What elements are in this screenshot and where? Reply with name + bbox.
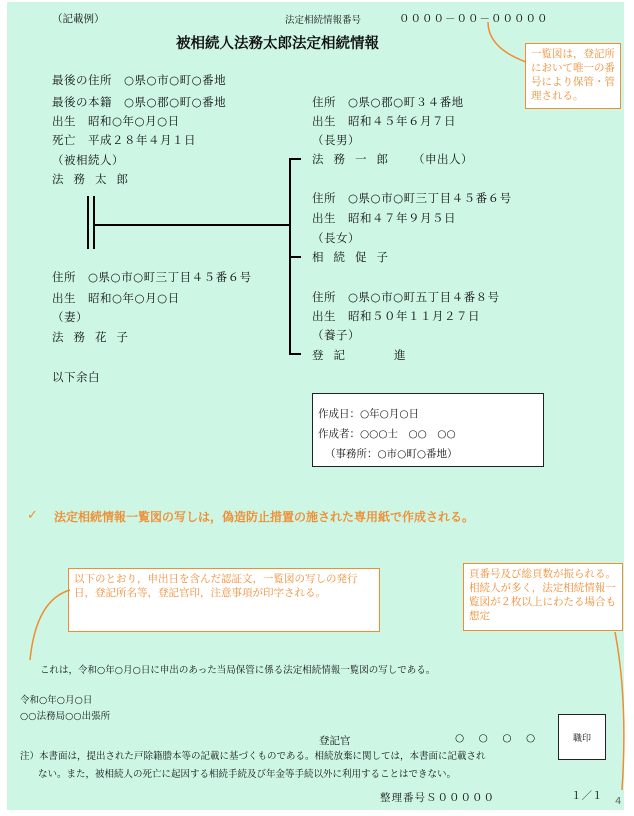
heir1-birth: 出生 昭和４５年６月７日 <box>312 114 456 128</box>
decedent-death: 死亡 平成２８年４月１日 <box>52 133 196 147</box>
heir2-birth: 出生 昭和４７年９月５日 <box>312 211 456 225</box>
heir3-address: 住所 ○県○市○町五丁目４番８号 <box>312 290 500 304</box>
spouse-birth: 出生 昭和○年○月○日 <box>52 291 180 305</box>
creator-office: （事務所：○市○町○番地） <box>325 448 458 460</box>
heir2-name: 相続促子 <box>312 250 398 264</box>
note-line-2: ない。また，被相続人の死亡に起因する相続手続及び年金等手続以外に利用することはできない。 <box>38 769 457 780</box>
callout-unique-number: 一覧図は，登記所において唯一の番号により保管・管理される。 <box>525 43 621 109</box>
heir2-relation: （長女） <box>312 231 360 245</box>
number-label: 法定相続情報番号 <box>285 15 362 26</box>
page-indicator: １／１ <box>571 790 603 802</box>
decedent-name: 法務太郎 <box>52 172 138 186</box>
official-seal-label: 職印 <box>572 733 591 744</box>
decedent-last-domicile: 最後の本籍 ○県○郡○町○番地 <box>52 95 227 109</box>
remainder-text: 以下余白 <box>52 370 100 384</box>
certification-statement: これは，令和○年○月○日に申出のあった当局保管に係る法定相続情報一覧図の写しである。 <box>40 665 436 676</box>
certification-office: ○○法務局○○出張所 <box>20 711 111 722</box>
callout-page-number: 頁番号及び総頁数が振られる。相続人が多く，法定相続情報一覧図が２枚以上にわたる場合も想定 <box>463 563 623 631</box>
creator-name: 作成者：○○○士 ○○ ○○ <box>318 428 456 440</box>
check-icon: ✓ <box>27 508 38 523</box>
certification-date: 令和○年○月○日 <box>20 695 93 706</box>
decedent-birth: 出生 昭和○年○月○日 <box>52 114 180 128</box>
heir1-applicant-note: （申出人） <box>413 152 473 166</box>
decedent-last-address: 最後の住所 ○県○市○町○番地 <box>52 73 227 87</box>
decedent-relation: （被相続人） <box>52 153 124 167</box>
spouse-address: 住所 ○県○市○町三丁目４５番６号 <box>52 270 252 284</box>
slide-number: 4 <box>615 796 622 807</box>
heir1-name: 法務一郎 <box>312 152 398 166</box>
registrar-label: 登記官 <box>319 735 351 747</box>
spouse-relation: （妻） <box>52 310 88 324</box>
example-label: （記載例） <box>52 13 105 25</box>
heir3-name-first: 登記 <box>312 348 355 362</box>
number-value: ００００－００－０００００ <box>399 13 549 25</box>
callout-certification-info: 以下のとおり，申出日を含んだ認証文，一覧図の写しの発行日，登記所名等，登記官印，注意事項が印字される。 <box>68 568 380 632</box>
notice-text: 法定相続情報一覧図の写しは，偽造防止措置の施された専用紙で作成される。 <box>54 510 475 524</box>
creator-date: 作成日：○年○月○日 <box>318 408 419 420</box>
serial-number: 整理番号Ｓ０００００ <box>380 792 495 804</box>
official-seal <box>558 714 606 760</box>
heir2-address: 住所 ○県○市○町三丁目４５番６号 <box>312 191 512 205</box>
registrar-name: ○ ○ ○ ○ <box>455 732 538 744</box>
heir1-address: 住所 ○県○郡○町３４番地 <box>312 95 464 109</box>
heir3-birth: 出生 昭和５０年１１月２７日 <box>312 309 480 323</box>
heir3-name-last: 進 <box>394 348 406 362</box>
heir1-relation: （長男） <box>312 133 360 147</box>
note-line-1: 注）本書面は，提出された戸除籍謄本等の記載に基づくものである。相続放棄に関しては，本書面に記載され <box>20 751 486 762</box>
page-title: 被相続人法務太郎法定相続情報 <box>176 36 379 52</box>
spouse-name: 法務花子 <box>52 330 138 344</box>
heir3-relation: （養子） <box>312 328 360 342</box>
